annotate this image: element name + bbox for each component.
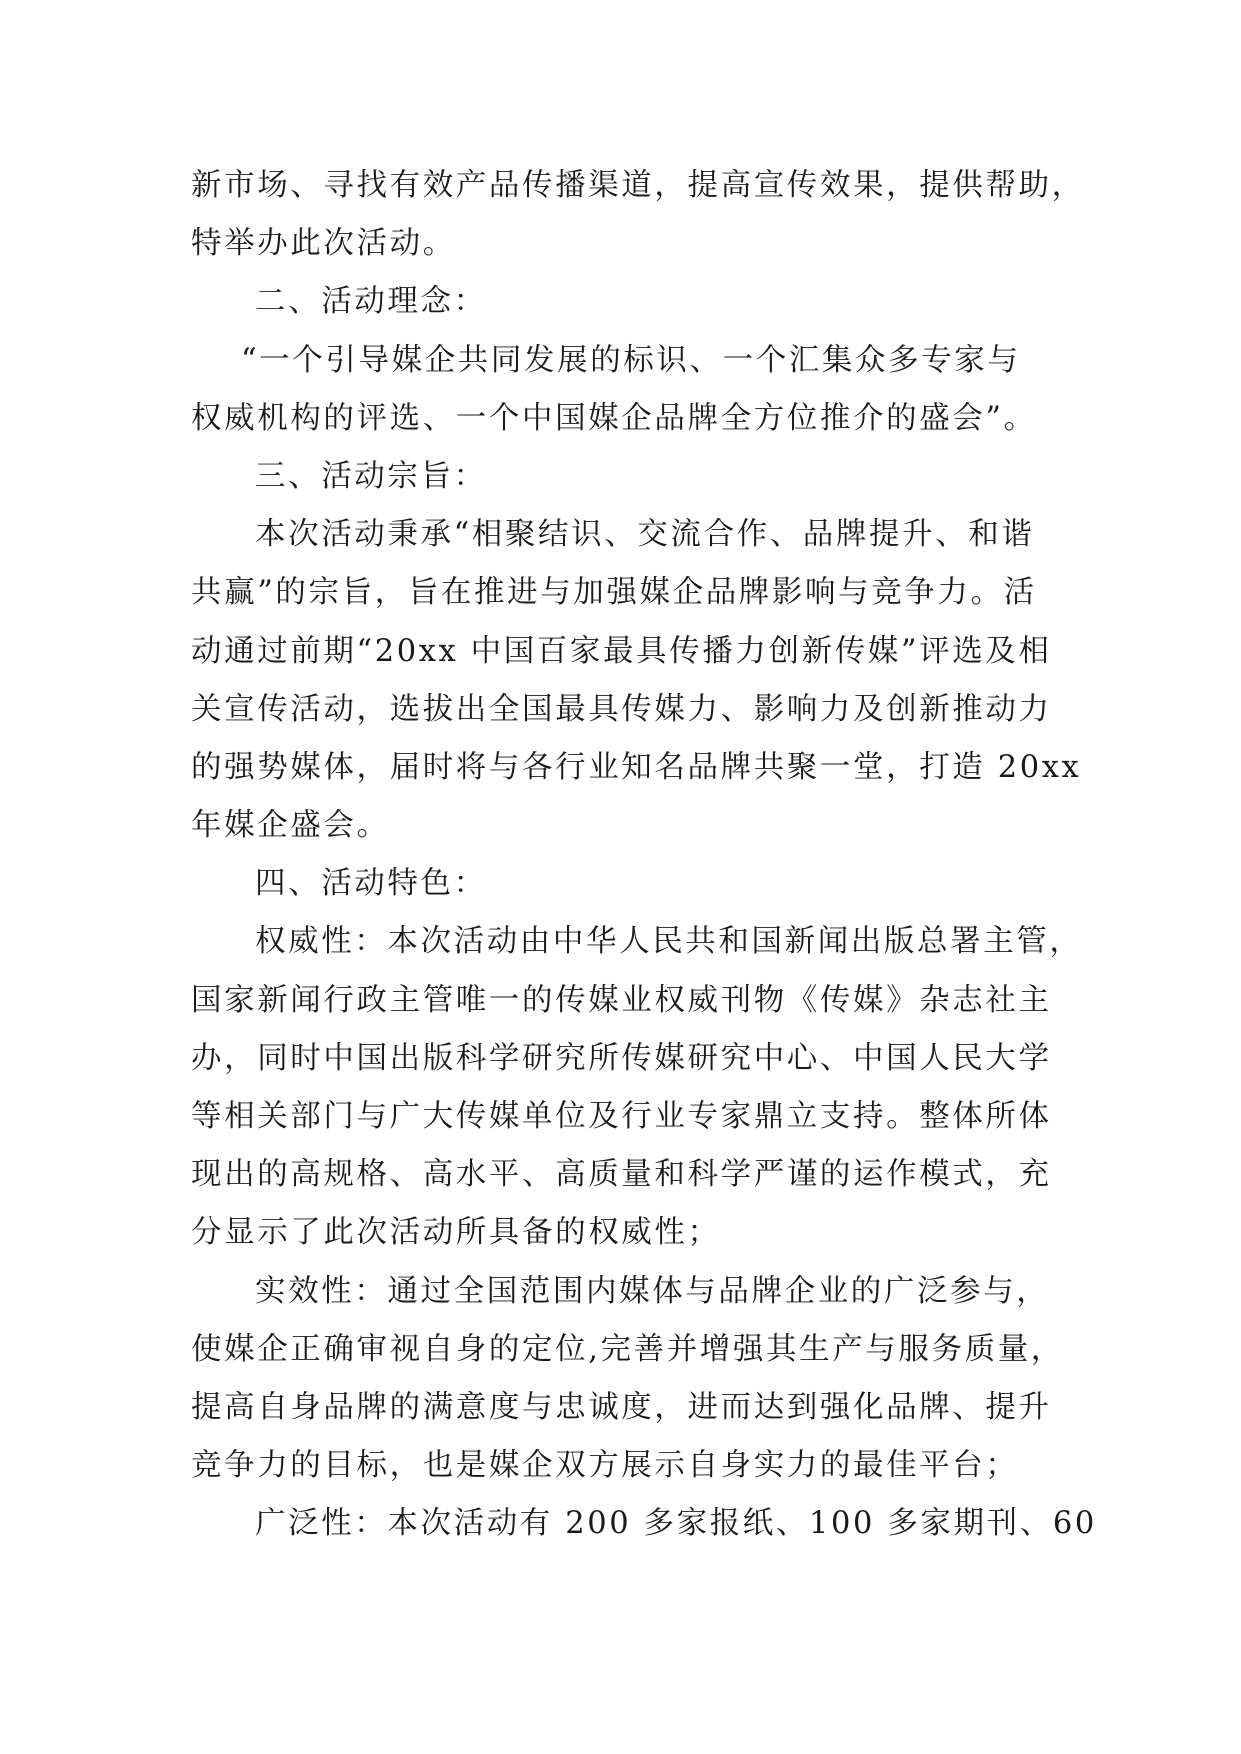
text-line: 动通过前期“20xx 中国百家最具传播力创新传媒”评选及相	[191, 633, 1052, 669]
text-line: 新市场、寻找有效产品传播渠道，提高宣传效果，提供帮助，	[191, 168, 1085, 203]
text-line: 竞争力的目标，也是媒企双方展示自身实力的最佳平台；	[191, 1448, 1019, 1484]
section-heading: 二、活动理念：	[255, 284, 487, 320]
text-line: 实效性：通过全国范围内媒体与品牌企业的广泛参与，	[255, 1273, 1050, 1309]
text-line: 本次活动秉承“相聚结识、交流合作、品牌提升、和谐	[255, 517, 1035, 553]
text-line: 分显示了此次活动所具备的权威性；	[191, 1215, 721, 1251]
text-line: 特举办此次活动。	[191, 226, 456, 262]
text-line: 关宣传活动，选拔出全国最具传媒力、影响力及创新推动力	[191, 691, 1052, 727]
section-heading: 四、活动特色：	[255, 866, 487, 902]
body-text	[191, 157, 1097, 1554]
text-line: 提高自身品牌的满意度与忠诚度，进而达到强化品牌、提升	[191, 1389, 1052, 1425]
section-heading: 三、活动宗旨：	[255, 458, 487, 494]
text-line: 现出的高规格、高水平、高质量和科学严谨的运作模式，充	[191, 1157, 1052, 1193]
text-line: 使媒企正确审视自身的定位,完善并增强其生产与服务质量，	[191, 1331, 1064, 1367]
text-line: 国家新闻行政主管唯一的传媒业权威刊物《传媒》杂志社主	[191, 982, 1052, 1018]
text-line: 共赢”的宗旨，旨在推进与加强媒企品牌影响与竞争力。活	[191, 575, 1037, 611]
text-line: 权威机构的评选、一个中国媒企品牌全方位推介的盛会”。	[191, 400, 1037, 436]
text-line: 等相关部门与广大传媒单位及行业专家鼎立支持。整体所体	[191, 1099, 1052, 1134]
text-line: 权威性：本次活动由中华人民共和国新闻出版总署主管，	[255, 924, 1083, 960]
text-line: 年媒企盛会。	[191, 808, 390, 844]
text-line: 办，同时中国出版科学研究所传媒研究中心、中国人民大学	[191, 1040, 1052, 1076]
text-line: “一个引导媒企共同发展的标识、一个汇集众多专家与	[241, 342, 1021, 378]
text-line: 的强势媒体，届时将与各行业知名品牌共聚一堂，打造 20xx	[191, 749, 1082, 785]
text-line: 广泛性：本次活动有 200 多家报纸、100 多家期刊、60	[255, 1506, 1097, 1542]
